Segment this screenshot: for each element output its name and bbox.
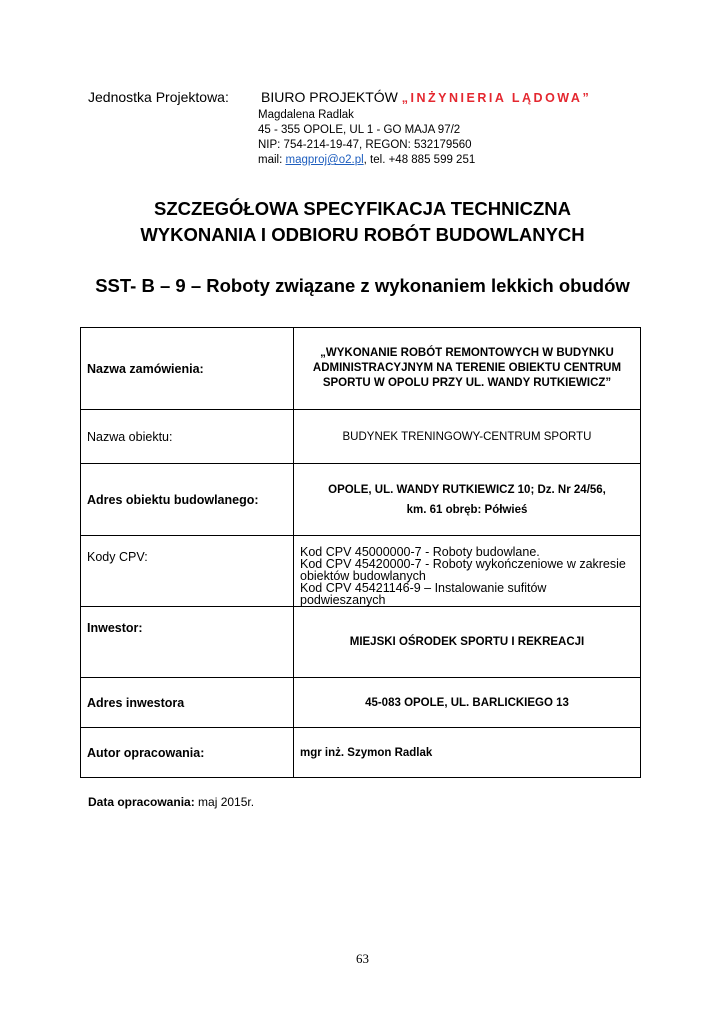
investor-value: MIEJSKI OŚRODEK SPORTU I REKREACJI (294, 607, 641, 678)
table-row (81, 464, 641, 536)
cpv-code: Kod CPV 45421146-9 – Instalowanie sufitów podwieszanych (300, 581, 547, 607)
investor-label: Inwestor: (81, 607, 294, 678)
table-row (81, 410, 641, 464)
bureau-quote: „INŻYNIERIA LĄDOWA” (401, 91, 592, 105)
order-label: Nazwa zamówienia: (81, 328, 294, 410)
site-value (294, 464, 641, 536)
site-line-2: km. 61 obręb: Półwieś (406, 503, 528, 516)
date-label: Data opracowania: (88, 795, 195, 809)
contact-block (258, 108, 648, 168)
table-row (81, 728, 641, 778)
table-row (81, 328, 641, 410)
investor-address-label: Adres inwestora (81, 678, 294, 728)
cpv-codes (294, 536, 641, 607)
document-title (0, 196, 725, 248)
site-line-1: OPOLE, UL. WANDY RUTKIEWICZ 10; Dz. Nr 24/56, (328, 483, 606, 496)
contact-address: 45 - 355 OPOLE, UL 1 - GO MAJA 97/2 (258, 124, 461, 136)
investor-address-value: 45-083 OPOLE, UL. BARLICKIEGO 13 (294, 678, 641, 728)
email-link[interactable]: magproj@o2.pl (285, 154, 364, 166)
object-label: Nazwa obiektu: (81, 410, 294, 464)
title-line-1: SZCZEGÓŁOWA SPECYFIKACJA TECHNICZNA (154, 198, 571, 219)
contact-name: Magdalena Radlak (258, 109, 354, 121)
date-value: maj 2015r. (194, 795, 255, 809)
cpv-code: Kod CPV 45000000-7 - Roboty budowlane. (300, 545, 540, 559)
cpv-code: Kod CPV 45420000-7 - Roboty wykończeniowe w zakresie obiektów budowlanych (300, 557, 626, 583)
unit-label: Jednostka Projektowa: (88, 89, 229, 105)
site-label: Adres obiektu budowlanego: (81, 464, 294, 536)
object-value: BUDYNEK TRENINGOWY-CENTRUM SPORTU (294, 410, 641, 464)
bureau-name: BIURO PROJEKTÓW (261, 89, 402, 105)
title-line-2: WYKONANIA I ODBIORU ROBÓT BUDOWLANYCH (140, 224, 585, 245)
contact-mail-line (258, 153, 648, 168)
document-subtitle: SST- B – 9 – Roboty związane z wykonaniem lekkich obudów (95, 275, 630, 296)
date-line (88, 795, 254, 809)
bureau-line (88, 88, 648, 107)
design-unit-header (88, 88, 648, 168)
page-number: 63 (356, 951, 369, 966)
mail-label: mail: (258, 154, 286, 166)
table-row (81, 678, 641, 728)
author-value: mgr inż. Szymon Radlak (294, 728, 641, 778)
phone: , tel. +48 885 599 251 (363, 154, 476, 166)
cpv-label: Kody CPV: (81, 536, 294, 607)
contact-nip-regon: NIP: 754-214-19-47, REGON: 532179560 (258, 139, 472, 151)
specification-table (80, 327, 641, 778)
table-row (81, 536, 641, 607)
table-row (81, 607, 641, 678)
author-label: Autor opracowania: (81, 728, 294, 778)
order-value: „WYKONANIE ROBÓT REMONTOWYCH W BUDYNKU ADMINISTRACYJNYM NA TERENIE OBIEKTU CENTRUM SPORTU W OPOLU PRZY UL. WANDY RUTKIEWICZ” (294, 328, 641, 410)
